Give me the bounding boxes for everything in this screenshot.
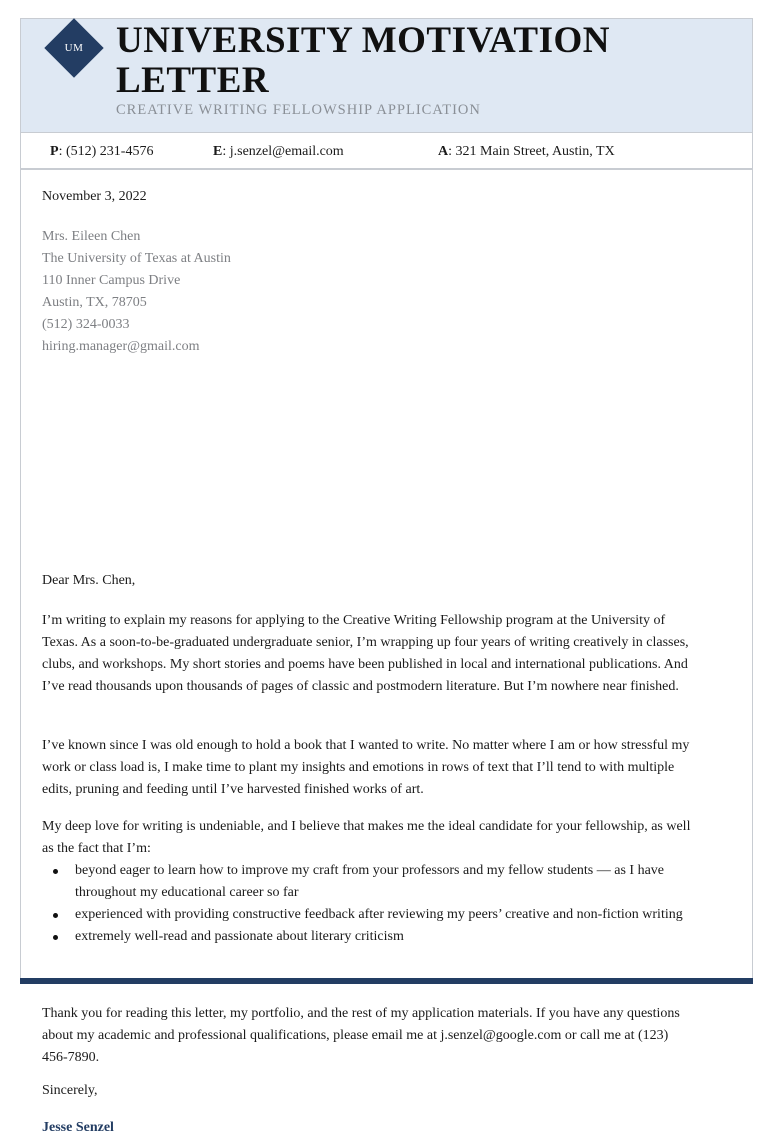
qualifications-list bbox=[42, 860, 692, 948]
paragraph-1: I’m writing to explain my reasons for applying to the Creative Writing Fellowship program at the University of Texas. As a soon-to-be-graduated undergraduate senior, I’m wrapping up four years of writing creatively in classes, clubs, and workshops. My short stories and poems have been published in local and international publications. And I’ve read thousands upon thousands of pages of classic and postmodern literature. But I’m nowhere near finished. bbox=[42, 613, 689, 694]
list-item: beyond eager to learn how to improve my craft from your professors and my fellow students — as I have throughout my educational career so far bbox=[42, 860, 692, 904]
page-title: UNIVERSITY MOTIVATION LETTER bbox=[116, 20, 610, 101]
logo-initials: UM bbox=[64, 42, 84, 54]
contact-email: E: j.senzel@email.com bbox=[213, 144, 344, 159]
contact-phone: P: (512) 231-4576 bbox=[50, 144, 154, 159]
recipient-phone: (512) 324-0033 bbox=[42, 317, 130, 332]
page-subtitle: CREATIVE WRITING FELLOWSHIP APPLICATION bbox=[116, 102, 481, 118]
recipient-block bbox=[42, 226, 231, 358]
list-item: extremely well-read and passionate about literary criticism bbox=[42, 926, 692, 948]
recipient-city: Austin, TX, 78705 bbox=[42, 295, 147, 310]
greeting: Dear Mrs. Chen, bbox=[42, 573, 136, 588]
address-value: 321 Main Street, Austin, TX bbox=[455, 144, 615, 159]
signature-name: Jesse Senzel bbox=[42, 1120, 114, 1135]
email-value[interactable]: j.senzel@email.com bbox=[229, 144, 344, 159]
email-label: E bbox=[213, 144, 223, 159]
paragraph-4: Thank you for reading this letter, my portfolio, and the rest of my application materials. If you have any questions about my academic and professional qualifications, please email me at j.senzel@google.com or call me at (123) 456-7890. bbox=[42, 1006, 680, 1065]
contact-address: A: 321 Main Street, Austin, TX bbox=[438, 144, 615, 159]
recipient-street: 110 Inner Campus Drive bbox=[42, 273, 181, 288]
recipient-organization: The University of Texas at Austin bbox=[42, 251, 231, 266]
paragraph-3: My deep love for writing is undeniable, and I believe that makes me the ideal candidate for your fellowship, as well as the fact that I’m: bbox=[42, 819, 691, 856]
list-item: experienced with providing constructive feedback after reviewing my peers’ creative and non-fiction writing bbox=[42, 904, 692, 926]
address-label: A bbox=[438, 144, 449, 159]
letter-date: November 3, 2022 bbox=[42, 189, 147, 204]
letter-header bbox=[21, 19, 752, 132]
phone-value: (512) 231-4576 bbox=[65, 144, 154, 159]
phone-label: P bbox=[50, 144, 59, 159]
recipient-email: hiring.manager@gmail.com bbox=[42, 339, 200, 354]
recipient-name: Mrs. Eileen Chen bbox=[42, 229, 141, 244]
paragraph-2: I’ve known since I was old enough to hold a book that I wanted to write. No matter where I am or how stressful my work or class load is, I make time to plant my insights and emotions in rows of text that I’ll tend to with multiple edits, pruning and feeding until I’ve harvested finished works of art. bbox=[42, 738, 690, 797]
footer-accent-bar bbox=[20, 978, 753, 984]
signoff: Sincerely, bbox=[42, 1083, 98, 1098]
contact-bar bbox=[21, 132, 752, 170]
